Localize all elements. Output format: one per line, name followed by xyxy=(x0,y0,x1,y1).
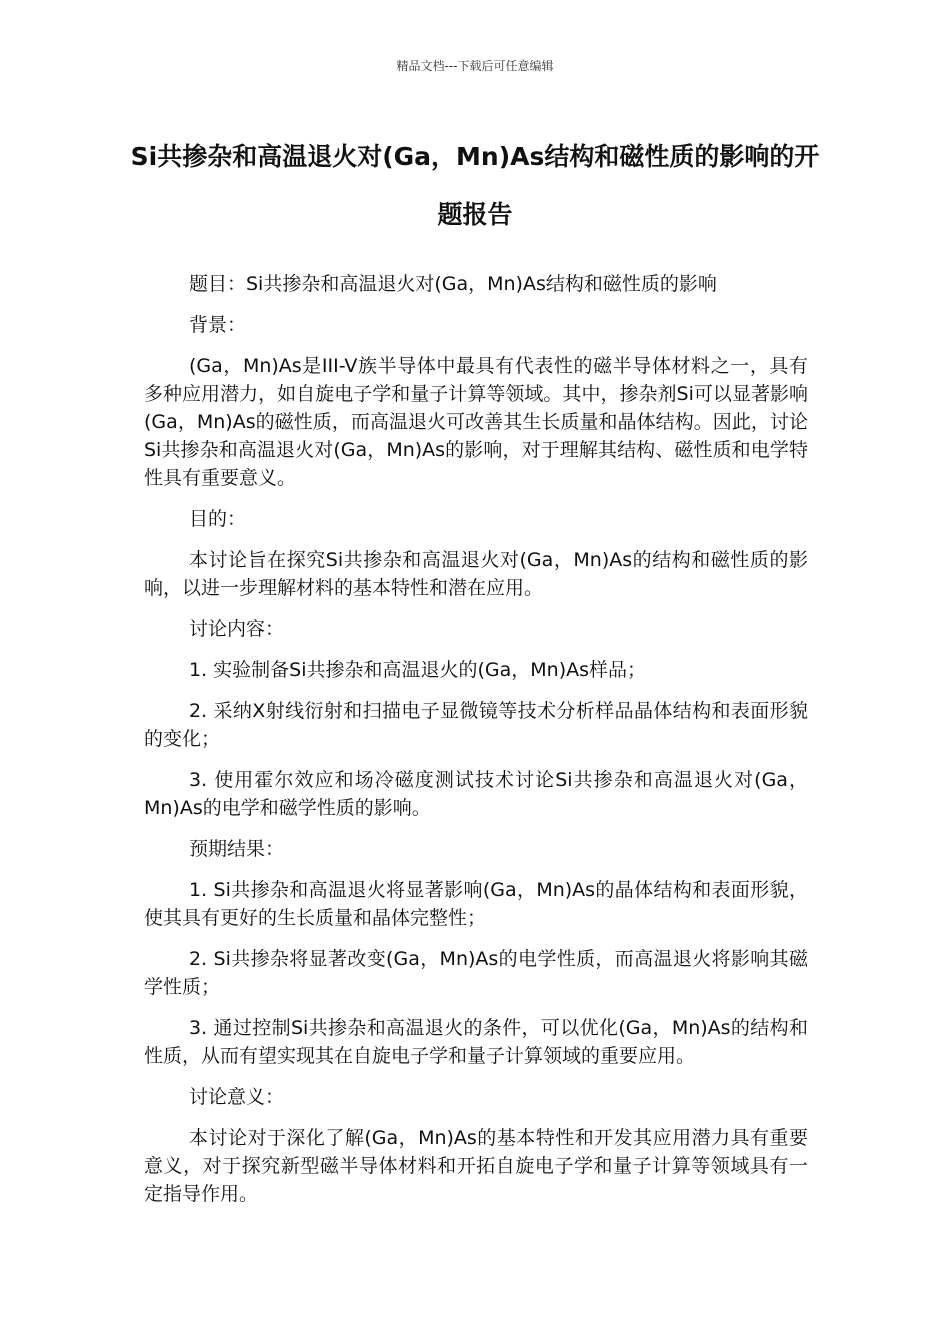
document-title: Si共掺杂和高温退火对(Ga，Mn)As结构和磁性质的影响的开题报告 xyxy=(130,142,820,229)
section-heading-background: 背景： xyxy=(189,314,247,336)
result-item-3: 3. 通过控制Si共掺杂和高温退火的条件，可以优化(Ga，Mn)As的结构和性质，从而有望实现其在自旋电子学和量子计算领域的重要应用。 xyxy=(144,1017,808,1067)
result-item-1: 1. Si共掺杂和高温退火将显著影响(Ga，Mn)As的晶体结构和表面形貌，使其具有更好的生长质量和晶体完整性； xyxy=(144,879,808,929)
content-item-2: 2. 采纳X射线衍射和扫描电子显微镜等技术分析样品晶体结构和表面形貌的变化； xyxy=(144,700,808,750)
document-body xyxy=(144,270,808,1221)
significance-paragraph: 本讨论对于深化了解(Ga，Mn)As的基本特性和开发其应用潜力具有重要意义，对于探究新型磁半导体材料和开拓自旋电子学和量子计算等领域具有一定指导作用。 xyxy=(144,1127,808,1205)
content-item-1: 1. 实验制备Si共掺杂和高温退火的(Ga，Mn)As样品； xyxy=(189,659,647,681)
section-heading-purpose: 目的： xyxy=(189,508,247,530)
section-heading-content: 讨论内容： xyxy=(189,618,285,640)
section-heading-significance: 讨论意义： xyxy=(189,1086,285,1108)
content-item-3: 3. 使用霍尔效应和场冷磁度测试技术讨论Si共掺杂和高温退火对(Ga，Mn)As的电学和磁学性质的影响。 xyxy=(144,769,808,819)
section-heading-expected-results: 预期结果： xyxy=(189,838,285,860)
topic-line: 题目：Si共掺杂和高温退火对(Ga，Mn)As结构和磁性质的影响 xyxy=(189,273,717,295)
background-paragraph: (Ga，Mn)As是III-V族半导体中最具有代表性的磁半导体材料之一，具有多种应用潜力，如自旋电子学和量子计算等领域。其中，掺杂剂Si可以显著影响(Ga，Mn)As的磁性质，而高温退火可改善其生长质量和晶体结构。因此，讨论Si共掺杂和高温退火对(Ga，Mn)As的影响，对于理解其结构、磁性质和电学特性具有重要意义。 xyxy=(144,355,808,489)
purpose-paragraph: 本讨论旨在探究Si共掺杂和高温退火对(Ga，Mn)As的结构和磁性质的影响，以进一步理解材料的基本特性和潜在应用。 xyxy=(144,549,808,599)
result-item-2: 2. Si共掺杂将显著改变(Ga，Mn)As的电学性质，而高温退火将影响其磁学性质； xyxy=(144,948,808,998)
header-note: 精品文档---下载后可任意编辑 xyxy=(396,59,554,73)
